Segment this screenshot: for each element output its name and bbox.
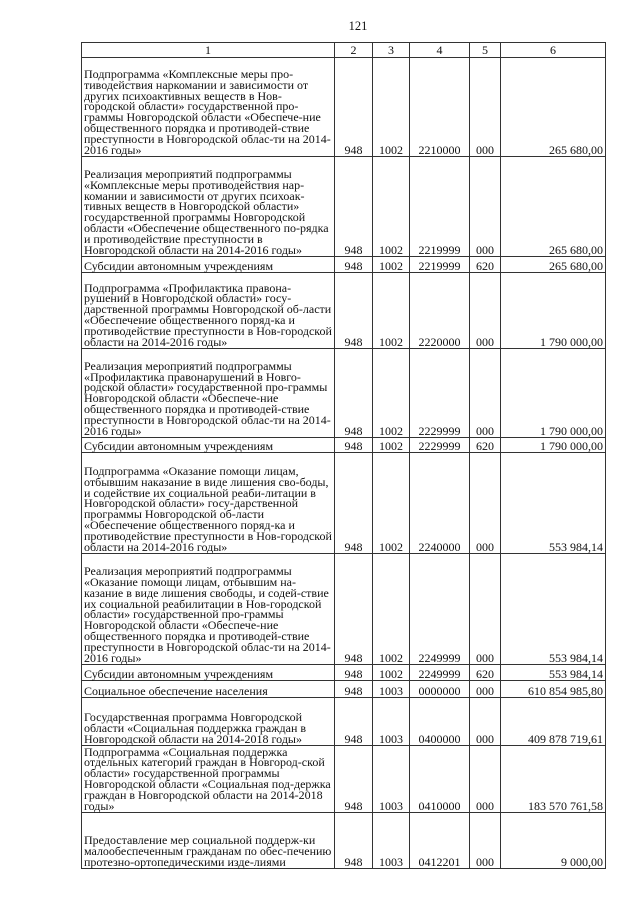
amount-cell: 1 790 000,00 <box>501 273 606 349</box>
section-code-cell: 1003 <box>373 813 410 869</box>
expense-type-cell: 000 <box>470 554 501 665</box>
row-name-cell: Субсидии автономным учреждениям <box>82 438 335 453</box>
admin-code-cell: 948 <box>335 813 373 869</box>
admin-code-cell: 948 <box>335 58 373 157</box>
header-col-3: 3 <box>373 43 410 58</box>
expense-type-cell: 620 <box>470 257 501 273</box>
admin-code-cell: 948 <box>335 453 373 554</box>
table-row <box>82 58 606 157</box>
target-code-cell: 2240000 <box>410 453 470 554</box>
expense-type-cell: 000 <box>470 813 501 869</box>
row-name-cell: Субсидии автономным учреждениям <box>82 665 335 681</box>
target-code-cell: 2210000 <box>410 58 470 157</box>
amount-cell: 553 984,14 <box>501 554 606 665</box>
amount-cell: 409 878 719,61 <box>501 698 606 746</box>
amount-cell: 265 680,00 <box>501 157 606 257</box>
expense-type-cell: 000 <box>470 58 501 157</box>
table-row <box>82 257 606 273</box>
admin-code-cell: 948 <box>335 349 373 438</box>
table-row <box>82 681 606 698</box>
budget-table <box>81 42 606 869</box>
header-col-2: 2 <box>335 43 373 58</box>
header-col-5: 5 <box>470 43 501 58</box>
expense-type-cell: 000 <box>470 698 501 746</box>
target-code-cell: 2249999 <box>410 554 470 665</box>
row-name-cell: Предоставление мер социальной поддерж-ки малообеспеченным гражданам по обес-печению протезно-ортопедическими изде-лиями <box>82 813 335 869</box>
admin-code-cell: 948 <box>335 698 373 746</box>
row-name-cell: Реализация мероприятий подпрограммы «Комплексные меры противодействия нар-комании и зависимости от других психоак-тивных веществ в Новгородской области» государственной программы Новгородской области «Обеспечение общественного по-рядка и противодействие преступности в Новгородской области на 2014-2016 годы» <box>82 157 335 257</box>
expense-type-cell: 000 <box>470 453 501 554</box>
expense-type-cell: 000 <box>470 273 501 349</box>
header-row <box>82 43 606 58</box>
amount-cell: 610 854 985,80 <box>501 681 606 698</box>
admin-code-cell: 948 <box>335 665 373 681</box>
amount-cell: 9 000,00 <box>501 813 606 869</box>
target-code-cell: 2219999 <box>410 157 470 257</box>
admin-code-cell: 948 <box>335 438 373 453</box>
section-code-cell: 1002 <box>373 438 410 453</box>
expense-type-cell: 000 <box>470 681 501 698</box>
table-header <box>82 43 606 58</box>
expense-type-cell: 620 <box>470 438 501 453</box>
target-code-cell: 0000000 <box>410 681 470 698</box>
amount-cell: 265 680,00 <box>501 58 606 157</box>
row-name-cell: Социальное обеспечение населения <box>82 681 335 698</box>
target-code-cell: 0412201 <box>410 813 470 869</box>
row-name-cell: Государственная программа Новгородской области «Социальная поддержка граждан в Новгородской области на 2014-2018 годы» <box>82 698 335 746</box>
header-col-6: 6 <box>501 43 606 58</box>
section-code-cell: 1003 <box>373 681 410 698</box>
row-name-cell: Субсидии автономным учреждениям <box>82 257 335 273</box>
table-row <box>82 453 606 554</box>
page-number: 121 <box>348 19 368 33</box>
amount-cell: 1 790 000,00 <box>501 438 606 453</box>
section-code-cell: 1002 <box>373 58 410 157</box>
target-code-cell: 2249999 <box>410 665 470 681</box>
amount-cell: 183 570 761,58 <box>501 746 606 813</box>
row-name-cell: Реализация мероприятий подпрограммы «Профилактика правонарушений в Новго-родской области» государственной про-граммы Новгородской области «Обеспече-ние общественного порядка и противодей-ствие преступности в Новгородской облас-ти на 2014-2016 годы» <box>82 349 335 438</box>
amount-cell: 1 790 000,00 <box>501 349 606 438</box>
table-row <box>82 349 606 438</box>
row-name-cell: Подпрограмма «Профилактика правона-рушений в Новгородской области» госу-дарственной программы Новгородской об-ласти «Обеспечение общественного поряд-ка и противодействие преступности в Нов-городской области на 2014-2016 годы» <box>82 273 335 349</box>
section-code-cell: 1003 <box>373 746 410 813</box>
admin-code-cell: 948 <box>335 746 373 813</box>
admin-code-cell: 948 <box>335 554 373 665</box>
target-code-cell: 2229999 <box>410 349 470 438</box>
target-code-cell: 2219999 <box>410 257 470 273</box>
section-code-cell: 1002 <box>373 453 410 554</box>
table-row <box>82 273 606 349</box>
expense-type-cell: 000 <box>470 157 501 257</box>
expense-type-cell: 620 <box>470 665 501 681</box>
table-row <box>82 438 606 453</box>
target-code-cell: 2220000 <box>410 273 470 349</box>
admin-code-cell: 948 <box>335 273 373 349</box>
header-col-1: 1 <box>82 43 335 58</box>
expense-type-cell: 000 <box>470 349 501 438</box>
section-code-cell: 1003 <box>373 698 410 746</box>
table-row <box>82 665 606 681</box>
table-row <box>82 157 606 257</box>
table-row <box>82 698 606 746</box>
admin-code-cell: 948 <box>335 157 373 257</box>
amount-cell: 265 680,00 <box>501 257 606 273</box>
section-code-cell: 1002 <box>373 257 410 273</box>
row-name-cell: Подпрограмма «Комплексные меры про-тиводействия наркомании и зависимости от других психоактивных веществ в Нов-городской области» государственной про-граммы Новгородской области «Обеспече-ние общественного порядка и противодей-ствие преступности в Новгородской облас-ти на 2014-2016 годы» <box>82 58 335 157</box>
admin-code-cell: 948 <box>335 257 373 273</box>
target-code-cell: 0410000 <box>410 746 470 813</box>
row-name-cell: Реализация мероприятий подпрограммы «Оказание помощи лицам, отбывшим на-казание в виде лишения свободы, и содей-ствие их социальной реабилитации в Нов-городской области» государственной про-граммы Новгородской области «Обеспече-ние общественного порядка и противодей-ствие преступности в Новгородской облас-ти на 2014-2016 годы» <box>82 554 335 665</box>
section-code-cell: 1002 <box>373 554 410 665</box>
table-row <box>82 746 606 813</box>
expense-type-cell: 000 <box>470 746 501 813</box>
admin-code-cell: 948 <box>335 681 373 698</box>
row-name-cell: Подпрограмма «Оказание помощи лицам, отбывшим наказание в виде лишения сво-боды, и содействие их социальной реаби-литации в Новгородской области» госу-дарственной программы Новгородской об-ласти «Обеспечение общественного поряд-ка и противодействие преступности в Нов-городской области на 2014-2016 годы» <box>82 453 335 554</box>
amount-cell: 553 984,14 <box>501 665 606 681</box>
amount-cell: 553 984,14 <box>501 453 606 554</box>
section-code-cell: 1002 <box>373 157 410 257</box>
target-code-cell: 2229999 <box>410 438 470 453</box>
header-col-4: 4 <box>410 43 470 58</box>
table-row <box>82 813 606 869</box>
section-code-cell: 1002 <box>373 665 410 681</box>
row-name-cell: Подпрограмма «Социальная поддержка отдельных категорий граждан в Новгород-ской области» государственной программы Новгородской области «Социальная под-держка граждан в Новгородской области на 2014-2018 годы» <box>82 746 335 813</box>
section-code-cell: 1002 <box>373 349 410 438</box>
section-code-cell: 1002 <box>373 273 410 349</box>
table-body <box>82 58 606 869</box>
table-row <box>82 554 606 665</box>
target-code-cell: 0400000 <box>410 698 470 746</box>
